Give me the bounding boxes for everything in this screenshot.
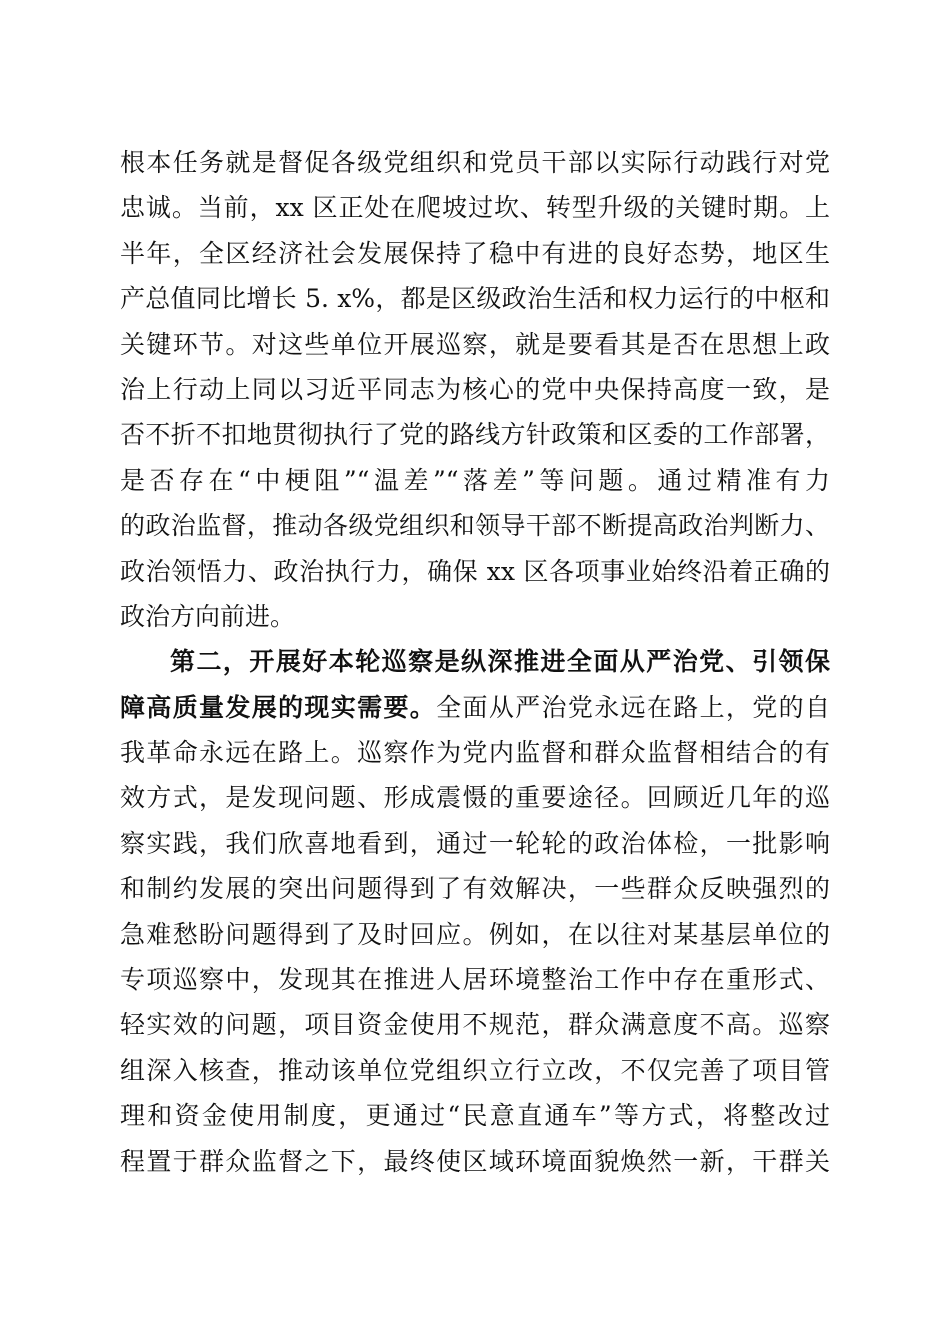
text-line: 组深入核查，推动该单位党组织立行立改，不仅完善了项目管 bbox=[120, 1055, 830, 1085]
text-line: 和制约发展的突出问题得到了有效解决，一些群众反映强烈的 bbox=[120, 874, 830, 904]
paragraph-heading-end: 障高质量发展的现实需要。 bbox=[120, 692, 437, 722]
text-line: 政治领悟力、政治执行力，确保 xx 区各项事业始终沿着正确的 bbox=[120, 556, 830, 586]
text-line-rest: 全面从严治党永远在路上，党的自 bbox=[436, 692, 830, 722]
paragraph-heading: 第二，开展好本轮巡察是纵深推进全面从严治党、引领保 bbox=[170, 647, 830, 677]
text-line: 察实践，我们欣喜地看到，通过一轮轮的政治体检，一批影响 bbox=[120, 828, 830, 858]
text-line: 理和资金使用制度，更通过“民意直通车”等方式，将整改过 bbox=[120, 1101, 830, 1131]
text-line: 关键环节。对这些单位开展巡察，就是要看其是否在思想上政 bbox=[120, 329, 830, 359]
text-line: 专项巡察中，发现其在推进人居环境整治工作中存在重形式、 bbox=[120, 965, 830, 995]
text-line: 否不折不扣地贯彻执行了党的路线方针政策和区委的工作部署， bbox=[120, 420, 830, 450]
paragraph-1 bbox=[120, 140, 830, 639]
text-line: 的政治监督，推动各级党组织和领导干部不断提高政治判断力、 bbox=[120, 511, 830, 541]
paragraph-2 bbox=[120, 639, 830, 1184]
text-line: 程置于群众监督之下，最终使区域环境面貌焕然一新，干群关 bbox=[120, 1146, 830, 1176]
text-line: 治上行动上同以习近平同志为核心的党中央保持高度一致，是 bbox=[120, 374, 830, 404]
text-line: 政治方向前进。 bbox=[120, 601, 296, 631]
text-line: 轻实效的问题，项目资金使用不规范，群众满意度不高。巡察 bbox=[120, 1010, 830, 1040]
text-line: 忠诚。当前，xx 区正处在爬坡过坎、转型升级的关键时期。上 bbox=[120, 193, 830, 223]
text-line: 是否存在“中梗阻”“温差”“落差”等问题。通过精准有力 bbox=[120, 465, 830, 495]
text-line: 我革命永远在路上。巡察作为党内监督和群众监督相结合的有 bbox=[120, 738, 830, 768]
text-line: 半年，全区经济社会发展保持了稳中有进的良好态势，地区生 bbox=[120, 238, 830, 268]
text-line: 急难愁盼问题得到了及时回应。例如，在以往对某基层单位的 bbox=[120, 919, 830, 949]
text-line: 根本任务就是督促各级党组织和党员干部以实际行动践行对党 bbox=[120, 148, 830, 177]
text-line bbox=[120, 685, 830, 730]
text-line: 产总值同比增长 5. x%，都是区级政治生活和权力运行的中枢和 bbox=[120, 284, 830, 314]
text-line: 效方式，是发现问题、形成震慑的重要途径。回顾近几年的巡 bbox=[120, 783, 830, 813]
body-text bbox=[120, 140, 830, 1184]
